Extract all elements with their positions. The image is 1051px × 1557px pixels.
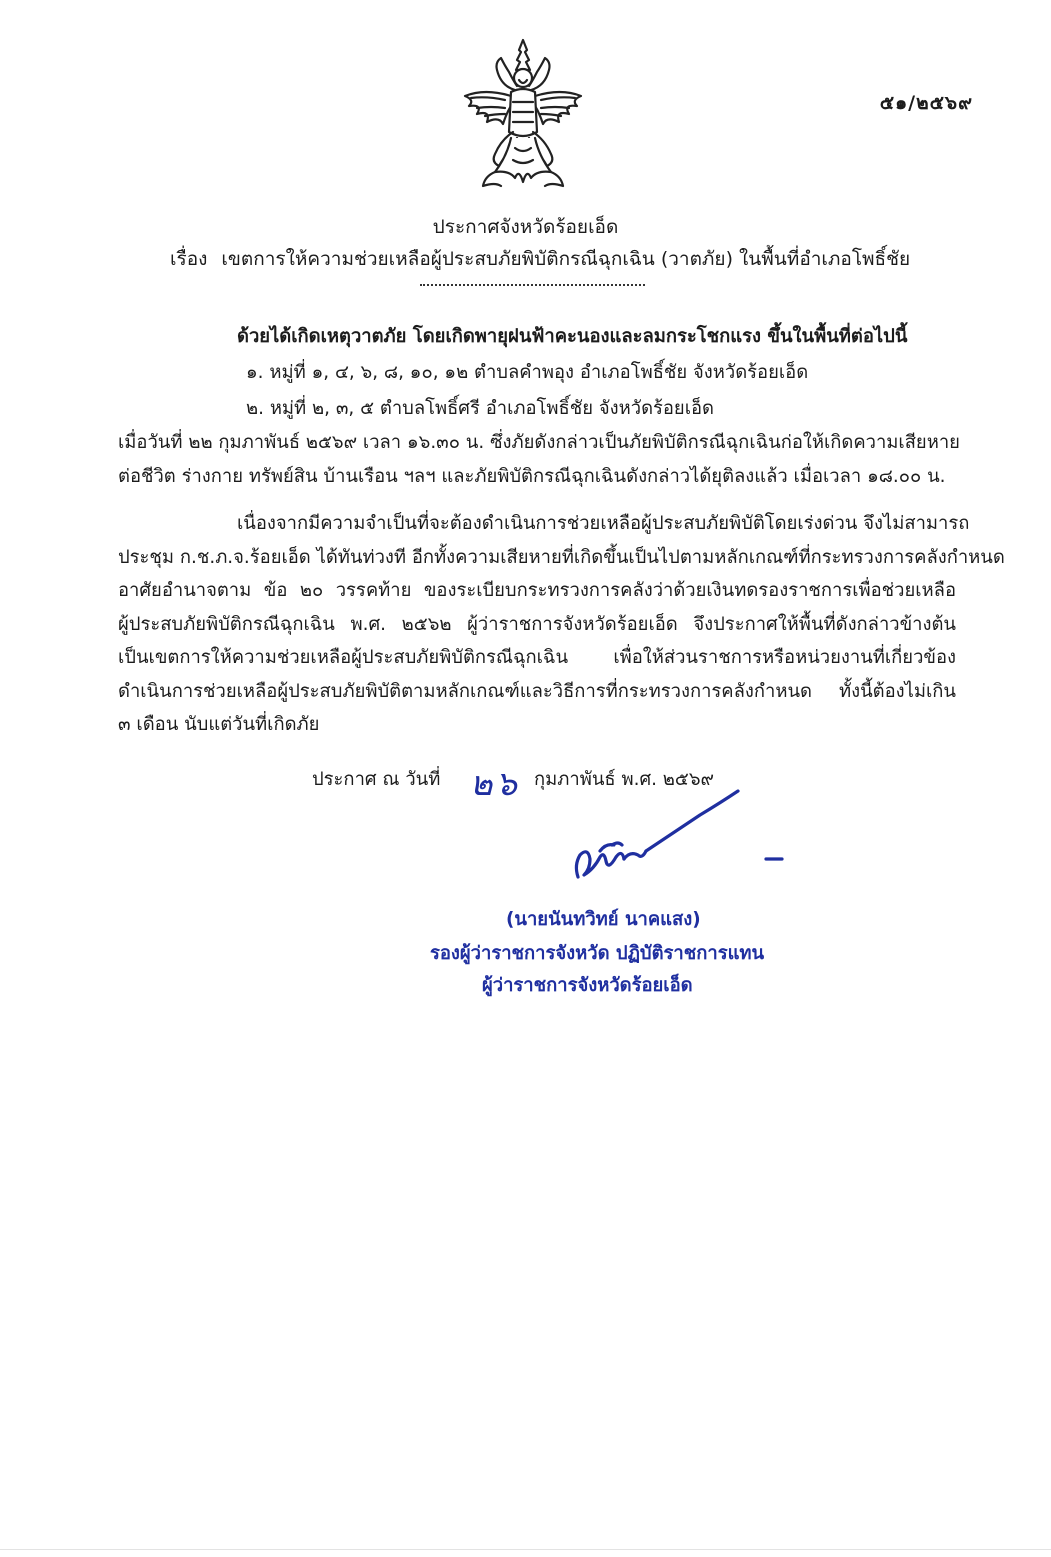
signer-name: (นายนันทวิทย์ นาคแสง) xyxy=(506,909,701,930)
handwritten-signature xyxy=(560,785,800,885)
subject-line xyxy=(170,244,910,274)
paragraph-1-line-1: เมื่อวันที่ ๒๒ กุมภาพันธ์ ๒๕๖๙ เวลา ๑๖.๓๐ น. ซึ่งภัยดังกล่าวเป็นภัยพิบัติกรณีฉุกเฉินก่อให้เกิดความเสียหาย xyxy=(118,432,960,453)
subject-text: เขตการให้ความช่วยเหลือผู้ประสบภัยพิบัติกรณีฉุกเฉิน (วาตภัย) ในพื้นที่อำเภอโพธิ์ชัย xyxy=(221,248,911,270)
paragraph-2-line-5: เป็นเขตการให้ความช่วยเหลือผู้ประสบภัยพิบัติกรณีฉุกเฉิน เพื่อให้ส่วนราชการหรือหน่วยงานที่เกี่ยวข้อง xyxy=(118,647,956,668)
paragraph-2-line-4: ผู้ประสบภัยพิบัติกรณีฉุกเฉิน พ.ศ. ๒๕๖๒ ผู้ว่าราชการจังหวัดร้อยเอ็ด จึงประกาศให้พื้นที่ดังกล่าวข้างต้น xyxy=(118,614,956,635)
paragraph-1-intro: ด้วยได้เกิดเหตุวาตภัย โดยเกิดพายุฝนฟ้าคะนองและลมกระโชกแรง ขึ้นในพื้นที่ต่อไปนี้ xyxy=(237,326,908,347)
paragraph-2-line-2: ประชุม ก.ช.ภ.จ.ร้อยเอ็ด ได้ทันท่วงที อีกทั้งความเสียหายที่เกิดขึ้นเป็นไปตามหลักเกณฑ์ที่กระทรวงการคลังกำหนด xyxy=(118,547,1005,568)
announce-day-handwritten: ๒๖ xyxy=(470,764,520,804)
area-item-1: ๑. หมู่ที่ ๑, ๔, ๖, ๘, ๑๐, ๑๒ ตำบลคำพอุง อำเภอโพธิ์ชัย จังหวัดร้อยเอ็ด xyxy=(246,362,809,383)
paragraph-2-line-1: เนื่องจากมีความจำเป็นที่จะต้องดำเนินการช่วยเหลือผู้ประสบภัยพิบัติโดยเร่งด่วน จึงไม่สามารถ xyxy=(237,513,970,534)
paragraph-1-line-2: ต่อชีวิต ร่างกาย ทรัพย์สิน บ้านเรือน ฯลฯ และภัยพิบัติกรณีฉุกเฉินดังกล่าวได้ยุติลงแล้ว เมื่อเวลา ๑๘.๐๐ น. xyxy=(118,466,946,487)
paragraph-2-line-3: อาศัยอำนาจตาม ข้อ ๒๐ วรรคท้าย ของระเบียบกระทรวงการคลังว่าด้วยเงินทดรองราชการเพื่อช่วยเหลือ xyxy=(118,580,956,601)
scan-edge-line xyxy=(0,1549,1051,1550)
garuda-emblem-icon xyxy=(455,36,591,192)
signer-position-line-1: รองผู้ว่าราชการจังหวัด ปฏิบัติราชการแทน xyxy=(430,943,765,964)
document-number: ๕๑/๒๕๖๙ xyxy=(879,92,973,114)
announce-date-prefix: ประกาศ ณ วันที่ xyxy=(312,769,441,790)
document-title: ประกาศจังหวัดร้อยเอ็ด xyxy=(432,216,619,238)
subject-label: เรื่อง xyxy=(170,248,208,270)
dotted-divider xyxy=(420,284,645,286)
paragraph-2-line-6: ดำเนินการช่วยเหลือผู้ประสบภัยพิบัติตามหลักเกณฑ์และวิธีการที่กระทรวงการคลังกำหนด ทั้งนี้ต้องไม่เกิน xyxy=(118,681,956,702)
signer-position-line-2: ผู้ว่าราชการจังหวัดร้อยเอ็ด xyxy=(482,975,693,996)
paragraph-2-line-7: ๓ เดือน นับแต่วันที่เกิดภัย xyxy=(118,714,320,735)
area-item-2: ๒. หมู่ที่ ๒, ๓, ๕ ตำบลโพธิ์ศรี อำเภอโพธิ์ชัย จังหวัดร้อยเอ็ด xyxy=(246,398,714,419)
announce-month-year: กุมภาพันธ์ พ.ศ. ๒๕๖๙ xyxy=(534,769,714,790)
